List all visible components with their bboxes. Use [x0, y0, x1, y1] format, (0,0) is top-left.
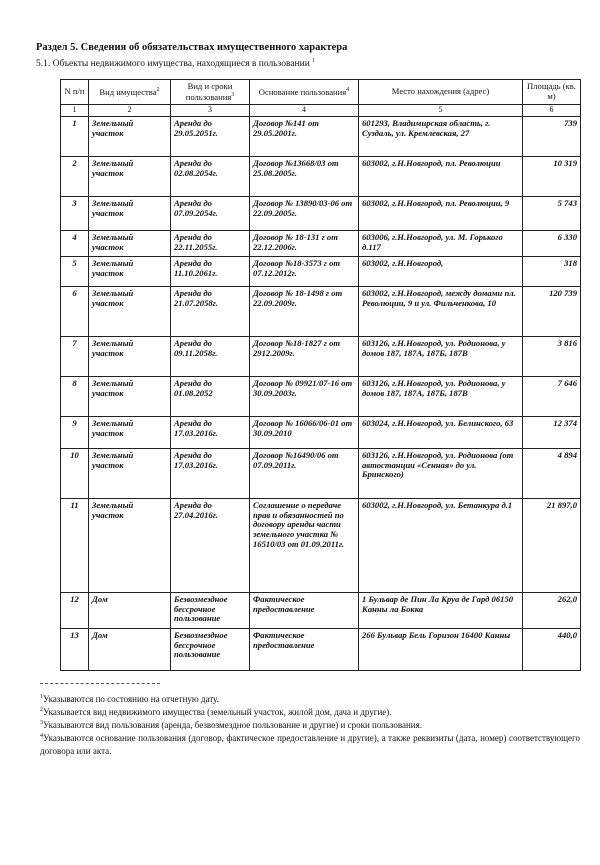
property-address: 603024, г.Н.Новгород, ул. Белинского, 63	[359, 417, 523, 449]
footnote-item	[40, 693, 580, 706]
property-area: 6 330	[523, 231, 581, 257]
footnote-item	[40, 732, 580, 758]
row-number: 9	[61, 417, 89, 449]
row-number: 10	[61, 449, 89, 499]
property-address: 601293, Владимирская область, г. Суздаль, ул. Кремлевская, 27	[359, 117, 523, 157]
property-area: 10 319	[523, 157, 581, 197]
table-row	[61, 257, 581, 287]
row-number: 5	[61, 257, 89, 287]
header-term	[171, 80, 250, 105]
property-address: 603126, г.Н.Новгород, ул. Родионова, у домов 187, 187А, 187Б, 187В	[359, 337, 523, 377]
usage-term: Аренда до 02.08.2054г.	[171, 157, 250, 197]
header-basis-text: Основание пользования	[258, 86, 347, 97]
usage-term: Аренда до 22.11.2055г.	[171, 231, 250, 257]
usage-term: Безвозмездное бессрочное пользование	[171, 629, 250, 671]
property-type: Дом	[89, 629, 171, 671]
usage-basis: Договор №16490/06 от 07.09.2011г.	[250, 449, 359, 499]
row-number: 13	[61, 629, 89, 671]
usage-basis: Договор №18-3573 г от 07.12.2012г.	[250, 257, 359, 287]
row-number: 4	[61, 231, 89, 257]
property-address: 603126, г.Н.Новгород, ул. Родионова, у домов 187, 187А, 187Б, 187В	[359, 377, 523, 417]
usage-basis: Договор № 16066/06-01 от 30.09.2010	[250, 417, 359, 449]
section-subtitle	[36, 58, 315, 69]
property-type: Дом	[89, 593, 171, 629]
row-number: 12	[61, 593, 89, 629]
usage-term: Аренда до 17.03.2016г.	[171, 449, 250, 499]
property-type: Земельный участок	[89, 231, 171, 257]
usage-basis: Договор №13668/03 от 25.08.2005г.	[250, 157, 359, 197]
header-place: Место нахождения (адрес)	[359, 80, 523, 105]
table-row	[61, 449, 581, 499]
table-row	[61, 629, 581, 671]
property-type: Земельный участок	[89, 157, 171, 197]
header-area: Площадь (кв. м)	[523, 80, 581, 105]
section-subtitle-text: 5.1. Объекты недвижимого имущества, находящиеся в пользовании	[36, 59, 310, 70]
footnote-item	[40, 719, 580, 732]
property-area: 21 897,0	[523, 499, 581, 593]
table-row	[61, 593, 581, 629]
table-row	[61, 157, 581, 197]
footnote-item	[40, 706, 580, 719]
table-row	[61, 337, 581, 377]
usage-term: Аренда до 21.07.2058г.	[171, 287, 250, 337]
table-row	[61, 231, 581, 257]
footnote-text: Указываются основание пользования (договор, фактическое предоставление и другие), а также реквизиты (дата, номер) соответствующего договора или акта.	[40, 733, 580, 757]
footnote-ref: 3	[231, 91, 235, 98]
property-type: Земельный участок	[89, 417, 171, 449]
row-number: 8	[61, 377, 89, 417]
usage-basis: Фактическое предоставление	[250, 593, 359, 629]
col-number: 5	[359, 105, 523, 117]
usage-basis: Договор № 18-131 г от 22.12.2006г.	[250, 231, 359, 257]
property-type: Земельный участок	[89, 449, 171, 499]
footnote-ref: 1	[312, 58, 316, 64]
usage-term: Аренда до 01.08.2052	[171, 377, 250, 417]
property-area: 318	[523, 257, 581, 287]
usage-basis: Договор № 09921/07-16 от 30.09.2003г.	[250, 377, 359, 417]
table-row	[61, 117, 581, 157]
footnote-text: Указываются по состоянию на отчетную дату.	[43, 694, 219, 704]
property-address: 603126, г.Н.Новгород, ул. Родионова (от автостанции «Сенная» до ул. Бринского)	[359, 449, 523, 499]
footnote-number: 1	[40, 694, 43, 700]
row-number: 1	[61, 117, 89, 157]
footnote-text: Указываются вид пользования (аренда, безвозмездное пользование и другие) и сроки пользования.	[43, 720, 422, 731]
usage-term: Аренда до 09.11.2058г.	[171, 337, 250, 377]
footnote-number: 2	[40, 707, 43, 714]
usage-basis: Договор № 18-1498 г от 22.09.2009г.	[250, 287, 359, 337]
row-number: 3	[61, 197, 89, 231]
property-area: 262,0	[523, 593, 581, 629]
property-area: 4 894	[523, 449, 581, 499]
property-area: 120 739	[523, 287, 581, 337]
usage-basis: Договор № 13890/03-06 от 22.09.2005г.	[250, 197, 359, 231]
table-row	[61, 287, 581, 337]
footnote-number: 4	[40, 733, 43, 740]
footnote-ref: 2	[156, 86, 160, 93]
property-address: 603002, г.Н.Новгород, между домами пл. Революции, 9 и ул. Фильченкова, 10	[359, 287, 523, 337]
property-area: 440,0	[523, 629, 581, 671]
property-type: Земельный участок	[89, 337, 171, 377]
row-number: 7	[61, 337, 89, 377]
footnote-number: 3	[40, 720, 43, 727]
usage-basis: Соглашение о передаче прав и обязанностей по договору аренды части земельного участка № 16510/03 от 01.09.2011г.	[250, 499, 359, 593]
table-header-row	[61, 80, 581, 105]
property-address: 1 Бульвар де Пин Ла Круа де Гард 06150 Канны ла Бокка	[359, 593, 523, 629]
col-number: 4	[250, 105, 359, 117]
row-number: 11	[61, 499, 89, 593]
table-row	[61, 417, 581, 449]
footnote-divider	[40, 683, 160, 684]
row-number: 6	[61, 287, 89, 337]
property-type: Земельный участок	[89, 117, 171, 157]
table-row	[61, 377, 581, 417]
property-area: 3 816	[523, 337, 581, 377]
usage-term: Аренда до 11.10.2061г.	[171, 257, 250, 287]
header-type-text: Вид имущества	[99, 86, 157, 97]
usage-term: Аренда до 27.04.2016г.	[171, 499, 250, 593]
table-row	[61, 499, 581, 593]
property-type: Земельный участок	[89, 499, 171, 593]
usage-term: Безвозмездное бессрочное пользование	[171, 593, 250, 629]
footnote-ref: 4	[346, 86, 350, 93]
col-number: 3	[171, 105, 250, 117]
usage-basis: Фактическое предоставление	[250, 629, 359, 671]
footnote-text: Указывается вид недвижимого имущества (земельный участок, жилой дом, дача и другие).	[43, 707, 392, 718]
property-address: 603006, г.Н.Новгород, ул. М. Горького д.117	[359, 231, 523, 257]
property-area: 739	[523, 117, 581, 157]
header-type	[89, 80, 171, 105]
table-body	[61, 117, 581, 671]
col-number: 6	[523, 105, 581, 117]
usage-term: Аренда до 29.05.2051г.	[171, 117, 250, 157]
property-type: Земельный участок	[89, 197, 171, 231]
section-title: Раздел 5. Сведения об обязательствах имущественного характера	[36, 42, 348, 53]
footnotes	[40, 693, 580, 758]
property-address: 603002, г.Н.Новгород, ул. Бетанкура д.1	[359, 499, 523, 593]
property-address: 603002, г.Н.Новгород, пл. Революции	[359, 157, 523, 197]
property-table	[60, 79, 581, 671]
header-term-text: Вид и сроки пользования	[185, 81, 233, 102]
property-address: 603002, г.Н.Новгород,	[359, 257, 523, 287]
property-address: 266 Бульвар Бель Горизон 16400 Канны	[359, 629, 523, 671]
col-number: 1	[61, 105, 89, 117]
property-type: Земельный участок	[89, 287, 171, 337]
usage-basis: Договор №141 от 29.05.2001г.	[250, 117, 359, 157]
row-number: 2	[61, 157, 89, 197]
usage-term: Аренда до 17.03.2016г.	[171, 417, 250, 449]
property-area: 12 374	[523, 417, 581, 449]
property-area: 7 646	[523, 377, 581, 417]
property-address: 603002, г.Н.Новгород, пл. Революции, 9	[359, 197, 523, 231]
header-n: N п/п	[61, 80, 89, 105]
header-basis	[250, 80, 359, 105]
property-type: Земельный участок	[89, 377, 171, 417]
property-area: 5 743	[523, 197, 581, 231]
usage-basis: Договор №18-1827 г от 2912.2009г.	[250, 337, 359, 377]
table-row	[61, 197, 581, 231]
column-number-row	[61, 105, 581, 117]
col-number: 2	[89, 105, 171, 117]
property-type: Земельный участок	[89, 257, 171, 287]
usage-term: Аренда до 07.09.2054г.	[171, 197, 250, 231]
